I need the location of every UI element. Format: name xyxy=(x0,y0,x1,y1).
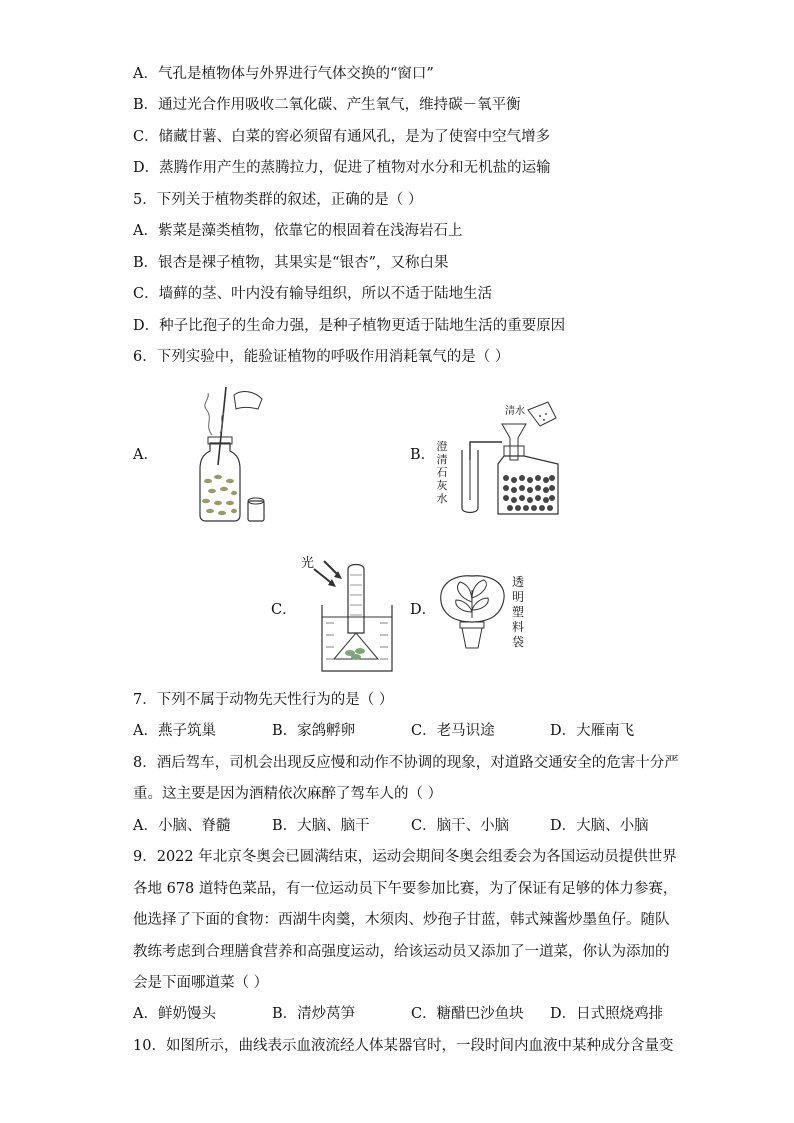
fig-b-limewater-label: 澄清石灰水 xyxy=(436,440,448,505)
q9-line2: 各地 678 道特色菜品，有一位运动员下午要参加比赛，为了保证有足够的体力参赛， xyxy=(133,881,678,897)
q7-option-b: B．家鸽孵卵 xyxy=(272,723,356,739)
q7-option-c: C．老马识途 xyxy=(411,723,495,739)
q4-option-c: C．储藏甘薯、白菜的窖必须留有通风孔，是为了使窖中空气增多 xyxy=(133,129,551,145)
q6-label-c: C． xyxy=(271,602,297,618)
q9-options xyxy=(133,1004,693,1024)
q8-option-b: B．大脑、脑干 xyxy=(272,818,370,834)
fig-b-seed-bottle xyxy=(448,400,568,520)
q6-label-b: B． xyxy=(410,447,436,463)
q7-options xyxy=(133,721,693,741)
q8-stem-line1: 8．酒后驾车，司机会出现反应慢和动作不协调的现象，对道路交通安全的危害十分严 xyxy=(133,755,679,771)
q5-option-c: C．墙藓的茎、叶内没有输导组织，所以不适于陆地生活 xyxy=(133,286,493,302)
fig-a-burning-jar xyxy=(192,385,272,525)
q8-stem-line2: 重。这主要是因为酒精依次麻醉了驾车人的（ ） xyxy=(133,786,443,802)
q8-option-c: C．脑干、小脑 xyxy=(411,818,510,834)
q4-option-a: A．气孔是植物体与外界进行气体交换的“窗口” xyxy=(133,66,434,82)
q8-option-d: D．大脑、小脑 xyxy=(550,818,649,834)
q9-option-c: C．糖醋巴沙鱼块 xyxy=(411,1006,524,1022)
q9-option-b: B．清炒莴笋 xyxy=(272,1006,356,1022)
q5-option-d: D．种子比孢子的生命力强，是种子植物更适于陆地生活的重要原因 xyxy=(133,318,566,334)
q4-option-d: D．蒸腾作用产生的蒸腾拉力，促进了植物对水分和无机盐的运输 xyxy=(133,160,551,176)
q7-option-a: A．燕子筑巢 xyxy=(133,723,216,739)
q9-option-d: D．日式照烧鸡排 xyxy=(550,1006,664,1022)
q4-option-b: B．通过光合作用吸收二氧化碳、产生氧气，维持碳－氧平衡 xyxy=(133,97,521,113)
q8-options xyxy=(133,816,693,836)
q8-option-a: A．小脑、脊髓 xyxy=(133,818,231,834)
q9-option-a: A．鲜奶馒头 xyxy=(133,1006,216,1022)
q7-stem: 7．下列不属于动物先天性行为的是（ ） xyxy=(133,692,394,708)
q5-stem: 5．下列关于植物类群的叙述，正确的是（ ） xyxy=(133,192,423,208)
fig-c-beaker-plant xyxy=(300,555,400,675)
q5-option-b: B．银杏是裸子植物，其果实是“银杏”，又称白果 xyxy=(133,255,449,271)
fig-b-water-label: 清水 xyxy=(505,406,525,417)
q6-label-d: D． xyxy=(410,602,437,618)
q7-option-d: D．大雁南飞 xyxy=(550,723,635,739)
fig-d-bag-label: 透明塑料袋 xyxy=(512,575,525,649)
q6-label-a: A． xyxy=(133,447,158,463)
q10-stem-line1: 10．如图所示，曲线表示血液流经人体某器官时，一段时间内血液中某种成分含量变 xyxy=(133,1038,674,1054)
q9-line5: 会是下面哪道菜（ ） xyxy=(133,975,269,991)
q6-stem: 6．下列实验中，能验证植物的呼吸作用消耗氧气的是（ ） xyxy=(133,349,510,365)
q9-line4: 教练考虑到合理膳食营养和高强度运动，给该运动员又添加了一道菜，你认为添加的 xyxy=(133,944,670,960)
q9-line3: 他选择了下面的食物：西湖牛肉羹，木须肉、炒孢子甘蓝，韩式辣酱炒墨鱼仔。随队 xyxy=(133,912,670,928)
q9-line1: 9．2022 年北京冬奥会已圆满结束，运动会期间冬奥会组委会为各国运动员提供世界 xyxy=(133,849,677,865)
fig-c-light-label: 光 xyxy=(301,556,315,571)
fig-d-bagged-plant xyxy=(432,572,512,652)
q5-option-a: A．紫菜是藻类植物，依靠它的根固着在浅海岩石上 xyxy=(133,223,463,239)
